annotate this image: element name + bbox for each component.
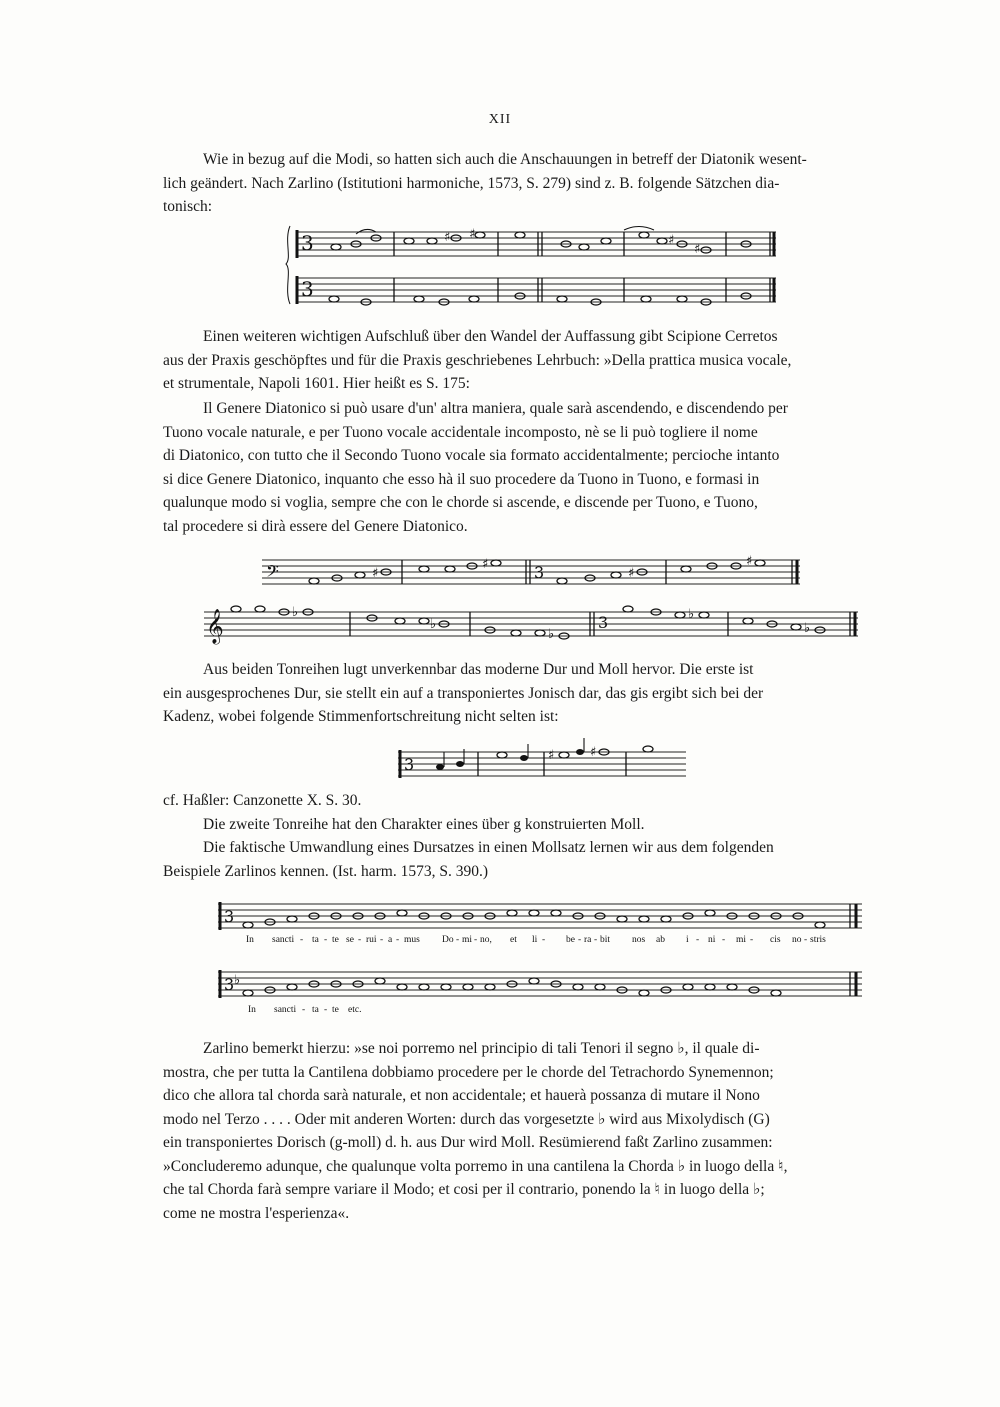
text-line: Il Genere Diatonico si può usare d'un' altra maniera, quale sarà ascendendo, e discendendo per: [203, 400, 788, 417]
text-line: Kadenz, wobei folgende Stimmenfortschreitung nicht selten ist:: [163, 708, 559, 725]
text-line: aus der Praxis geschöpftes und für die Praxis geschriebenes Lehrbuch: »Della prattica musica vocale,: [163, 351, 792, 369]
melody-moll: [218, 970, 862, 1015]
svg-text:-: -: [380, 935, 384, 945]
svg-text:a: a: [388, 935, 393, 945]
text-line: ein ausgesprochenes Dur, sie stellt ein auf a transponiertes Jonisch dar, das gis ergibt sich bei der: [163, 684, 764, 702]
text-line: Beispiele Zarlinos kennen. (Ist. harm. 1573, S. 390.): [163, 862, 489, 880]
note-head: [639, 990, 649, 996]
note-head: [441, 984, 451, 990]
text-line: modo nel Terzo . . . . Oder mit anderen Worten: durch das vorgesetzte ♭ wird aus Mixolydisch (G): [163, 1110, 770, 1128]
note-head: [507, 910, 517, 916]
music-example-zarlino-melodies: [218, 896, 864, 1026]
note-head: [375, 978, 385, 984]
svg-text:♭: ♭: [804, 621, 811, 636]
text-line: Tuono vocale naturale, e per Tuono vocale accidentale incomposto, nè se li può togliere il nome: [163, 423, 758, 441]
note-head: [485, 984, 495, 990]
text-line: che tal Chorda farà sempre variare il Modo; et cosi per il contrario, ponendo la ♮ in luogo della ♭;: [163, 1181, 765, 1198]
note-head: [529, 910, 539, 916]
svg-text:♭: ♭: [430, 617, 437, 632]
svg-text:nos: nos: [632, 935, 646, 945]
note-head: [243, 922, 253, 928]
page-number: XII: [488, 112, 512, 127]
text-line: mostra, che per tutta la Cantilena dobbiamo procedere per le chorde del Tetrachordo Synemennon;: [163, 1063, 774, 1081]
text-line: »Concluderemo adunque, che qualunque volta porremo in una cantilena la Chorda ♭ in luogo della ♮,: [163, 1157, 788, 1175]
svg-text:♯: ♯: [628, 566, 635, 581]
svg-text:-: -: [696, 935, 700, 945]
lyrics-line-1: [246, 935, 826, 945]
note-head: [529, 978, 539, 984]
svg-text:sancti: sancti: [272, 935, 295, 945]
svg-text:In: In: [248, 1005, 256, 1015]
svg-text:et: et: [510, 935, 517, 945]
text-line: ein transponiertes Dorisch (g-moll) d. h. aus Dur wird Moll. Resümierend faßt Zarlino zusammen:: [163, 1134, 773, 1151]
text-line: qualunque modo si voglia, sempre che con le chorde si ascende, e discende per Tuono, e Tuono,: [163, 494, 758, 511]
note-head: [463, 984, 473, 990]
svg-text:te: te: [332, 1005, 339, 1015]
svg-text:♯: ♯: [482, 557, 489, 572]
svg-text:♭: ♭: [548, 627, 555, 642]
note-head: [617, 916, 627, 922]
note-head: [419, 984, 429, 990]
note-head: [705, 984, 715, 990]
text-line: et strumentale, Napoli 1601. Hier heißt es S. 175:: [163, 375, 470, 392]
time-signature: 3: [598, 613, 609, 632]
svg-text:stris: stris: [810, 935, 826, 945]
svg-text:♯: ♯: [668, 233, 675, 248]
svg-text:be: be: [566, 935, 575, 945]
svg-text:-: -: [474, 935, 478, 945]
svg-text:♯: ♯: [746, 554, 753, 569]
time-signature: 3: [404, 755, 415, 774]
note-head: [815, 922, 825, 928]
note-head: [287, 984, 297, 990]
svg-text:mus: mus: [404, 935, 420, 945]
music-example-zarlino-diatonic: [284, 220, 784, 310]
svg-text:i: i: [686, 935, 689, 945]
svg-text:ta: ta: [312, 935, 319, 945]
svg-text:te: te: [332, 935, 339, 945]
time-signature: 3: [224, 907, 235, 926]
note-head: [243, 990, 253, 996]
svg-text:♯: ♯: [590, 745, 597, 760]
note-head: [705, 910, 715, 916]
svg-text:rui: rui: [366, 935, 377, 945]
text-line: Die zweite Tonreihe hat den Charakter eines über g konstruierten Moll.: [203, 816, 645, 833]
text-line: Zarlino bemerkt hierzu: »se noi porremo nel principio di tali Tenori il segno ♭, il quale di-: [203, 1040, 760, 1057]
note-head: [771, 990, 781, 996]
svg-text:cis: cis: [770, 935, 781, 945]
note-head: [551, 910, 561, 916]
flat-key-signature-icon: ♭: [234, 973, 241, 988]
lyrics-line-2: [248, 1005, 361, 1015]
note-head: [397, 984, 407, 990]
paragraph-dur-moll: [163, 658, 838, 729]
svg-text:mi: mi: [736, 935, 747, 945]
note-head: [287, 916, 297, 922]
svg-text:-: -: [578, 935, 582, 945]
svg-text:♭: ♭: [292, 605, 299, 620]
text-line: Aus beiden Tonreihen lugt unverkennbar das moderne Dur und Moll hervor. Die erste ist: [203, 661, 754, 678]
svg-text:bit: bit: [600, 935, 611, 945]
music-example-cadence: [398, 744, 688, 784]
music-example-treble-scale: [204, 604, 860, 644]
paragraph-cerreto: [163, 325, 838, 396]
staff-lower: [296, 276, 776, 305]
svg-text:-: -: [542, 935, 546, 945]
text-line: tal procedere si dirà essere del Genere Diatonico.: [163, 517, 468, 535]
svg-text:♯: ♯: [372, 566, 379, 581]
svg-text:se: se: [346, 935, 354, 945]
treble-clef-icon: 𝄞: [206, 609, 224, 644]
time-signature: 3: [534, 563, 545, 582]
svg-text:etc.: etc.: [348, 1005, 362, 1015]
svg-text:-: -: [300, 935, 304, 945]
svg-text:-: -: [750, 935, 754, 945]
svg-text:♯: ♯: [548, 748, 555, 763]
text-line: Einen weiteren wichtigen Aufschluß über den Wandel der Auffassung gibt Scipione Cerretos: [203, 328, 778, 345]
melody-dur: [218, 902, 862, 945]
text-line: lich geändert. Nach Zarlino (Istitutioni harmoniche, 1573, S. 279) sind z. B. folgende Sätzchen dia-: [163, 174, 780, 192]
svg-text:-: -: [594, 935, 598, 945]
time-signature: 3: [301, 231, 314, 255]
bass-clef-icon: 𝄢: [266, 561, 279, 585]
svg-text:In: In: [246, 935, 254, 945]
text-line: Die faktische Umwandlung eines Dursatzes in einen Mollsatz lernen wir aus dem folgenden: [203, 839, 774, 856]
note-head: [727, 984, 737, 990]
svg-text:sancti: sancti: [274, 1005, 297, 1015]
citation-hassler: [163, 789, 838, 813]
svg-text:♭: ♭: [688, 607, 695, 622]
svg-text:-: -: [456, 935, 460, 945]
svg-text:ni: ni: [708, 935, 716, 945]
svg-text:-: -: [722, 935, 726, 945]
text-line: si dice Genere Diatonico, inquanto che esso hà il suo procedere da Tuono in Tuono, e formasi in: [163, 470, 760, 488]
svg-text:-: -: [358, 935, 362, 945]
note-head: [397, 910, 407, 916]
text-line: dico che allora tal chorda sarà naturale, et non accidentale; et hauerà possanza di mutare il Nono: [163, 1087, 760, 1104]
note-head: [661, 916, 671, 922]
note-head: [683, 984, 693, 990]
svg-text:-: -: [396, 935, 400, 945]
svg-text:-: -: [324, 1005, 328, 1015]
paragraph-diatonik: [163, 148, 838, 219]
system-brace: [286, 226, 290, 304]
svg-text:mi: mi: [462, 935, 473, 945]
paragraph-moll: [163, 813, 838, 837]
svg-text:-: -: [302, 1005, 306, 1015]
paragraph-umwandlung: [163, 836, 838, 883]
music-example-bass-scale: [262, 556, 802, 590]
svg-text:ta: ta: [312, 1005, 319, 1015]
svg-text:-: -: [804, 935, 808, 945]
time-signature: 3: [301, 277, 314, 301]
note-head: [595, 984, 605, 990]
svg-text:no,: no,: [480, 935, 492, 945]
svg-text:Do: Do: [442, 935, 454, 945]
text-line: tonisch:: [163, 198, 213, 215]
svg-text:ab: ab: [656, 935, 665, 945]
svg-text:ra: ra: [584, 935, 592, 945]
text-line: Wie in bezug auf die Modi, so hatten sich auch die Anschauungen in betreff der Diatonik wesent-: [203, 151, 807, 168]
text-line: di Diatonico, con tutto che il Secondo Tuono vocale sia formato accidentalmente; percioche intanto: [163, 447, 780, 464]
staff-upper: [296, 227, 776, 259]
note-head: [639, 916, 649, 922]
svg-text:♯: ♯: [469, 227, 476, 242]
svg-text:♯: ♯: [694, 242, 701, 257]
note-head: [573, 984, 583, 990]
paragraph-cerreto-quote: [163, 397, 838, 538]
svg-text:no: no: [792, 935, 802, 945]
paragraph-zarlino-bemerkt: [163, 1037, 838, 1225]
text-line: come ne mostra l'esperienza«.: [163, 1204, 350, 1222]
time-signature: 3: [224, 975, 235, 994]
text-line: cf. Haßler: Canzonette X. S. 30.: [163, 792, 362, 809]
svg-text:♯: ♯: [444, 230, 451, 245]
svg-text:-: -: [324, 935, 328, 945]
svg-text:li: li: [532, 935, 538, 945]
